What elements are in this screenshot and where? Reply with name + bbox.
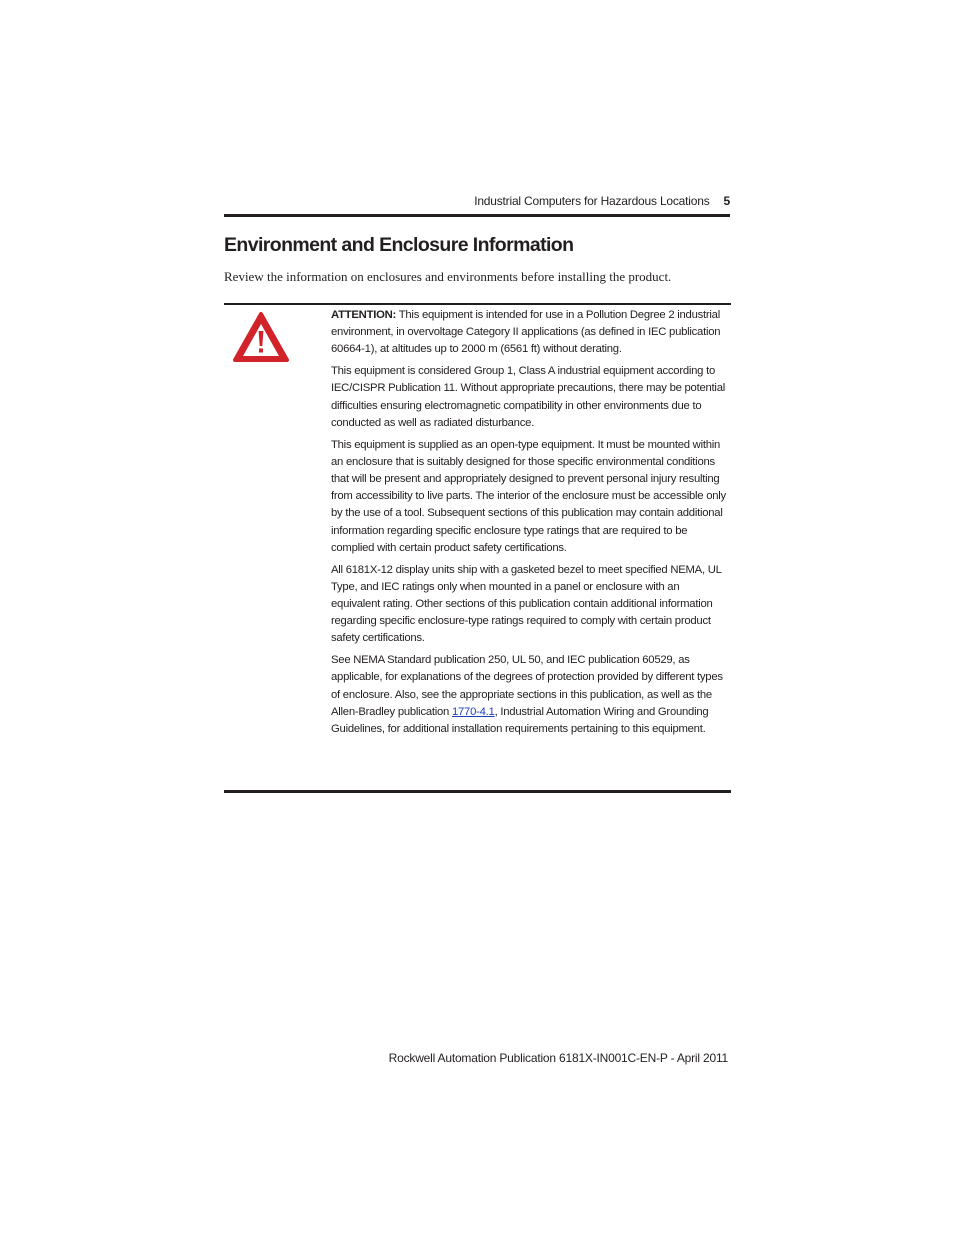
attention-paragraph-2: This equipment is considered Group 1, Class A industrial equipment according to IEC/CISPR Publication 11. Without appropriate precautions, there may be potential difficulties ensuring electromagnetic compatibility in other environments due to conducted as well as radiated disturbance. [331,365,725,429]
publication-link[interactable]: 1770-4.1 [451,705,495,718]
page-number: 5 [723,194,730,208]
attention-paragraph-4: All 6181X-12 display units ship with a gasketed bezel to meet specified NEMA, UL Type, and IEC ratings only when mounted in a panel or enclosure with an equivalent rating. Other sections of this publication contain additional information regarding specific enclosure-type ratings required to comply with certain product safety certifications. [331,563,722,645]
attention-paragraph-5-after: , Industrial Automation Wiring and Grounding Guidelines, for additional installation requirements pertaining to this equipment. [331,705,709,736]
attention-paragraph-5-before: See NEMA Standard publication 250, UL 50, and IEC publication 60529, as applicable, for explanations of the degrees of protection provided by different types of enclosure. Also, see the appropriate sections in this publication, as well as the Allen-Bradley publication [331,654,723,718]
running-header-title: Industrial Computers for Hazardous Locations [474,194,710,208]
running-header [224,192,730,210]
section-title: Environment and Enclosure Information [224,234,574,256]
attention-box [224,303,731,793]
warning-triangle-icon [232,311,290,363]
header-rule [224,214,730,217]
attention-paragraph-3: This equipment is supplied as an open-type equipment. It must be mounted within an enclosure that is suitably designed for those specific environmental conditions that will be present and appropriately designed to prevent personal injury resulting from accessibility to live parts. The interior of the enclosure must be accessible only by the use of a tool. Subsequent sections of this publication may contain additional information regarding specific enclosure type ratings that are required to be complied with certain product safety certifications. [331,438,726,554]
attention-label: ATTENTION: [331,309,397,321]
attention-paragraph-5 [331,652,731,738]
attention-text [331,307,731,743]
footer-publication: Rockwell Automation Publication 6181X-IN001C-EN-P - April 2011 [388,1051,728,1065]
attention-paragraph-1 [331,307,731,359]
attention-paragraph-1-text: This equipment is intended for use in a Pollution Degree 2 industrial environment, in overvoltage Category II applications (as defined in IEC publication 60664-1), at altitudes up to 2000 m (6561 ft) without derating. [331,309,721,356]
section-intro: Review the information on enclosures and environments before installing the product. [224,269,672,284]
